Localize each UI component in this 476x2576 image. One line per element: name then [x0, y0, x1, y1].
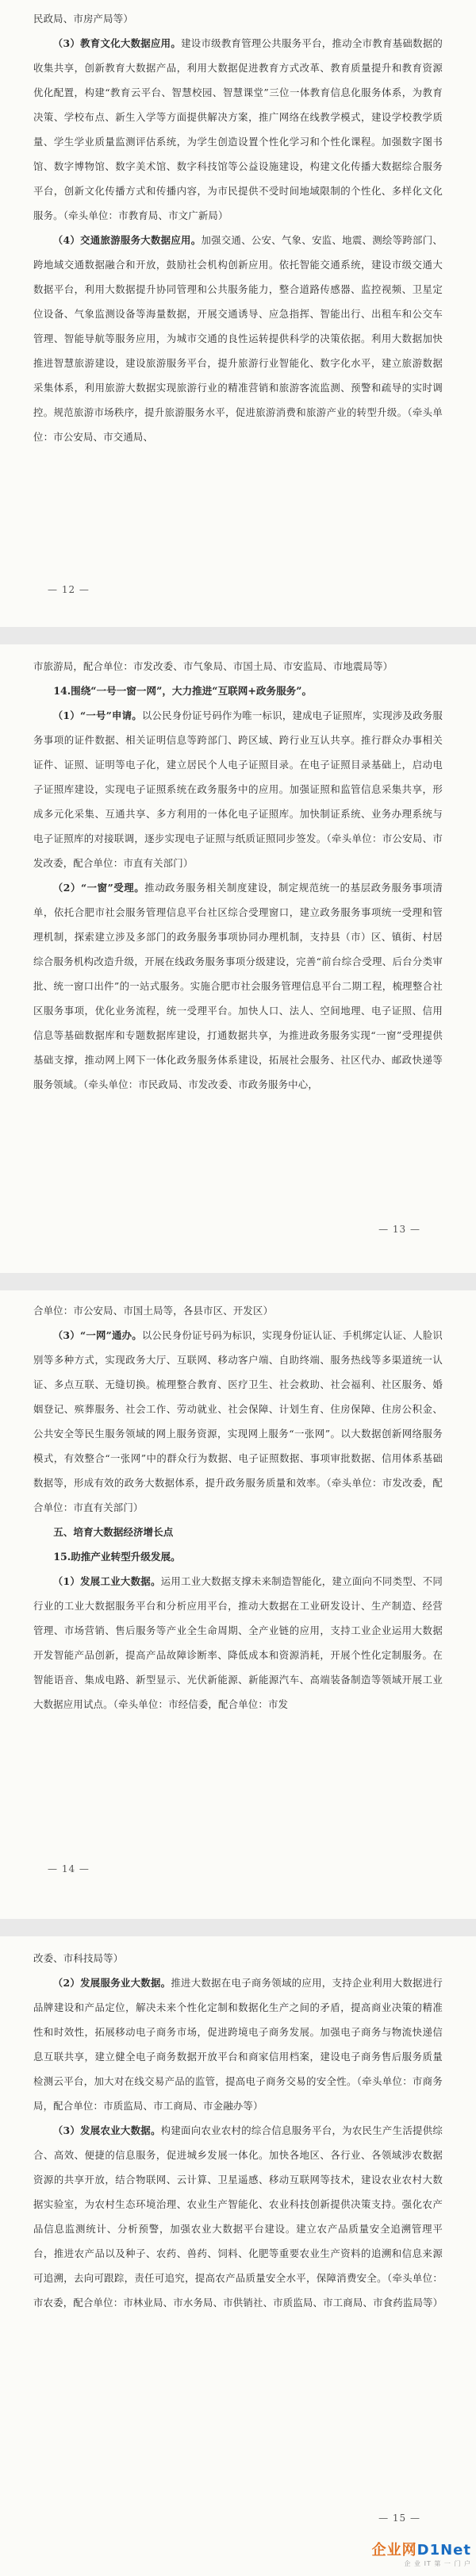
paragraph-text: 以公民身份证号码作为唯一标识，建成电子证照库，实现涉及政务服务事项的证件数据、相关证明信息等跨部门、跨区域、跨行业互认共享。推行群众办事相关证件、证照、证明等电子化，建立居民个人电子证照目录。在电子证照目录基础上，启动电子证照库建设，实现电子证照系统在政务服务中的应用。加强证照和监管信息采集共享，形成多元化采集、互通共享、多方利用的一体化电子证照库。加快制证系统、业务办理系统与电子证照库的对接联调，逐步实现电子证照与纸质证照同步签发。（牵头单位：市公安局、市发改委，配合单位：市直有关部门）	[33, 709, 443, 869]
paragraph-heading: （4）交通旅游服务大数据应用。	[52, 234, 202, 246]
page-body	[33, 1290, 443, 1717]
section-heading	[33, 679, 443, 703]
section-heading	[33, 1520, 443, 1544]
paragraph-heading: （2）发展服务业大数据。	[52, 1977, 171, 1989]
document-page-14	[0, 1290, 476, 1919]
paragraph-heading: （3）教育文化大数据应用。	[52, 37, 182, 49]
section-heading-text: 14.围绕“一号一窗一网”，大力推进“互联网+政务服务”。	[53, 685, 313, 697]
watermark-subtitle: 企 业 IT 第 一 门 户	[404, 2560, 471, 2567]
paragraph-text: 改委、市科技局等）	[33, 1952, 124, 1964]
paragraph	[33, 875, 443, 1097]
paragraph-text: 民政局、市房产局等）	[33, 13, 133, 25]
section-heading-text: 五、培育大数据经济增长点	[53, 1526, 174, 1538]
watermark-title	[372, 2539, 471, 2559]
paragraph	[33, 1323, 443, 1520]
paragraph-heading: （1）发展工业大数据。	[52, 1575, 161, 1587]
paragraph	[33, 228, 443, 449]
paragraph-heading: （3）发展农业大数据。	[52, 2124, 161, 2136]
paragraph-heading: （2）“一窗”受理。	[52, 882, 145, 894]
paragraph-heading: （3）“一网”通办。	[52, 1329, 142, 1341]
paragraph-text: 合单位：市公安局、市国土局等，各县市区、开发区）	[33, 1305, 274, 1317]
paragraph	[33, 2118, 443, 2315]
paragraph-text: 推动政务服务相关制度建设，制定规范统一的基层政务服务事项清单，依托合肥市社会服务管理信息平台社区综合受理窗口，建立政务服务事项统一受理和管理机制，探索建立涉及多部门的政务服务事项协同办理机制，支持县（市）区、镇街、村居综合服务机构改造升级，开展在线政务服务事项分级建设，完善“前台综合受理、后台分类审批、统一窗口出件”的一站式服务。实施合肥市社会服务管理信息平台二期工程，梳理整合社区服务事项，优化业务流程，统一受理平台。加快人口、法人、空间地理、电子证照、信用信息等基础数据库和专题数据库建设，打通数据共享，为推进政务服务实现“一窗”受理提供基础支撑，推动网上网下一体化政务服务体系建设，拓展社会服务、社区代办、邮政快递等服务领域。（牵头单位：市民政局、市发改委、市政务服务中心，	[33, 882, 443, 1090]
page-number: — 12 —	[48, 584, 90, 595]
paragraph	[33, 31, 443, 228]
paragraph	[33, 1970, 443, 2118]
page-number: — 13 —	[378, 1224, 420, 1235]
paragraph-text: 推进大数据在电子商务领域的应用，支持企业利用大数据进行品牌建设和产品定位，解决未来个性化定制和数据化生产之间的矛盾，提高商业决策的精准性和时效性，拓展移动电子商务市场，促进跨境电子商务发展。加强电子商务与物流快递信息互联共享，建立健全电子商务数据开放平台和商家信用档案，建设电子商务售后服务质量检测云平台，加大对在线交易产品的监管，提高电子商务交易的安全性。（牵头单位：市商务局，配合单位：市质监局、市工商局、市金融办等）	[33, 1977, 443, 2112]
document-page-13	[0, 644, 476, 1273]
paragraph	[33, 1569, 443, 1717]
page-body	[33, 644, 443, 1097]
paragraph	[33, 1298, 443, 1323]
paragraph	[33, 1946, 443, 1970]
page-number: — 15 —	[378, 2513, 420, 2524]
paragraph-heading: （1）“一号”申请。	[52, 709, 142, 721]
paragraph	[33, 6, 443, 31]
paragraph-text: 市旅游局，配合单位：市发改委、市气象局、市国土局、市安监局、市地震局等）	[33, 660, 393, 672]
paragraph-text: 以公民身份证号码为标识，实现身份证认证、手机绑定认证、人脸识别等多种方式，实现政务大厅、互联网、移动客户端、自助终端、服务热线等多渠道统一认证、多点互联、无缝切换。梳理整合教育、医疗卫生、社会救助、社会福利、社区服务、婚姻登记、殡葬服务、社会工作、劳动就业、社会保障、计划生育、住房保障、住房公积金、公共安全等民生服务领域的网上服务资源，实现网上服务“一张网”。以大数据创新网络服务模式，有效整合“一张网”中的群众行为数据、电子证照数据、事项审批数据、信用体系基础数据等，形成有效的政务大数据体系，提升政务服务质量和效率。（牵头单位：市发改委，配合单位：市直有关部门）	[33, 1329, 443, 1513]
page-body	[33, 1936, 443, 2315]
paragraph	[33, 703, 443, 875]
document-page-15	[0, 1936, 476, 2576]
page-body	[33, 0, 443, 449]
watermark-logo	[372, 2539, 471, 2568]
section-heading	[33, 1544, 443, 1569]
paragraph-text: 建设市级教育管理公共服务平台，推动全市教育基础数据的收集共享，创新教育大数据产品，利用大数据促进教育方式改革、教育质量提升和教育资源优化配置，构建“教育云平台、智慧校园、智慧课堂”三位一体教育信息化服务体系，为教育决策、学校布点、新生入学等方面提供解决方案，推广网络在线教学模式，建设学校教学质量、学生学业质量监测评估系统，为学生创造设置个性化学习和个性化课程。加强数字图书馆、数字博物馆、数字美术馆、数字科技馆等公益设施建设，构建文化传播大数据综合服务平台，创新文化传播方式和传播内容，为市民提供不受时间地域限制的个性化、多样化文化服务。（牵头单位：市教育局、市文广新局）	[33, 37, 443, 221]
paragraph-text: 加强交通、公安、气象、安监、地震、测绘等跨部门、跨地域交通数据融合和开放，鼓励社会机构创新应用。依托智能交通系统，建设市级交通大数据平台，利用大数据提升协同管理和公共服务能力，整合道路传感器、监控视频、卫星定位设备、气象监测设备等海量数据，开展交通诱导、应急指挥、智能出行、出租车和公交车管理、智能导航等服务应用，为城市交通的良性运转提供科学的决策依据。利用大数据加快推进智慧旅游建设，建设旅游服务平台，提升旅游行业智能化、数字化水平，建立旅游数据采集体系，利用旅游大数据实现旅游行业的精准营销和旅游客流监测、预警和疏导的实时调控。规范旅游市场秩序，提升旅游服务水平，促进旅游消费和旅游产业的转型升级。（牵头单位：市公安局、市交通局、	[33, 234, 443, 443]
watermark-title-en: D1Net	[416, 2542, 471, 2559]
section-heading-text: 15.助推产业转型升级发展。	[53, 1551, 181, 1563]
paragraph-text: 构建面向农业农村的综合信息服务平台，为农民生产生活提供综合、高效、便捷的信息服务，促进城乡发展一体化。加快各地区、各行业、各领域涉农数据资源的共享开放，结合物联网、云计算、卫星遥感、移动互联网等技术，建设农业农村大数据实验室，为农村生态环境治理、农业生产智能化、农业科技创新提供决策支持。强化农产品信息监测统计、分析预警，加强农业大数据平台建设。建立农产品质量安全追溯管理平台，推进农产品以及种子、农药、兽药、饲料、化肥等重要农业生产资料的追溯和信息来源可追溯，去向可跟踪，责任可追究，提高农产品质量安全水平，保障消费安全。（牵头单位：市农委，配合单位：市林业局、市水务局、市供销社、市质监局、市工商局、市食药监局等）	[33, 2124, 443, 2309]
document-page-12	[0, 0, 476, 627]
watermark-title-cn: 企业网	[371, 2542, 417, 2559]
paragraph-text: 运用工业大数据支撑未来制造智能化，建立面向不同类型、不同行业的工业大数据服务平台和分析应用平台，推动大数据在工业研发设计、生产制造、经营管理、市场营销、售后服务等产业全生命周期、全产业链的应用，支持工业企业运用大数据开发智能产品创新，提高产品故障诊断率、降低成本和资源消耗，开展个性化定制服务。在智能语音、集成电路、新型显示、光伏新能源、新能源汽车、高端装备制造等领域开展工业大数据应用试点。（牵头单位：市经信委，配合单位：市发	[33, 1575, 443, 1710]
page-number: — 14 —	[48, 1863, 90, 1874]
paragraph	[33, 654, 443, 679]
